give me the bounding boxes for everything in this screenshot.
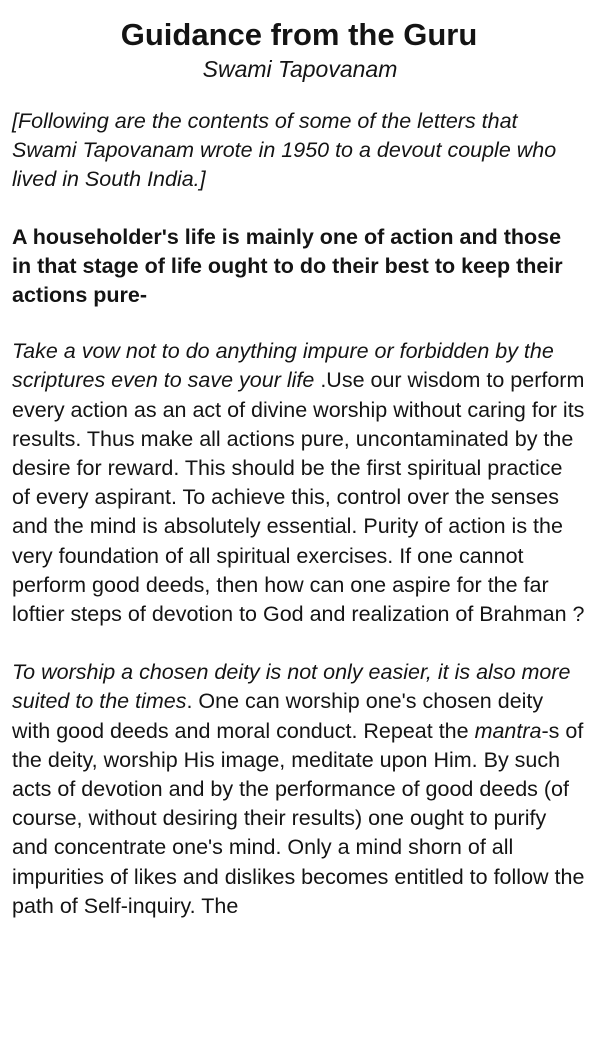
- paragraph-1: [12, 337, 586, 629]
- paragraph-2-lead: To worship a chosen deity is not only easier, it is also more suited to the times: [12, 660, 571, 714]
- intro-note: [Following are the contents of some of the letters that Swami Tapovanam wrote in 1950 to a devout couple who lived in South India.]: [12, 109, 557, 192]
- paragraph-1-lead: Take a vow not to do anything impure or forbidden by the scriptures even to save your life: [12, 339, 554, 393]
- article-title: Guidance from the Guru: [120, 17, 478, 52]
- section-heading: A householder's life is mainly one of action and those in that stage of life ought to do their best to keep their actions pure-: [12, 224, 563, 308]
- paragraph-2-term: mantra: [474, 718, 542, 743]
- paragraph-2-text-a: . One can worship one's chosen deity with good deeds and moral conduct. Repeat the: [12, 689, 544, 743]
- paragraph-2-text-b: -s of the deity, worship His image, meditate upon Him. By such acts of devotion and by the performance of good deeds (of course, without desiring their results) one ought to purify and concentrate one's mind. Only a mind shorn of all impurities of likes and dislikes becomes entitled to follow the path of Self-inquiry. The: [12, 718, 585, 918]
- article-author: Swami Tapovanam: [202, 56, 398, 82]
- paragraph-2: [12, 658, 586, 921]
- paragraph-1-text: .Use our wisdom to perform every action as an act of divine worship without caring for its results. Thus make all actions pure, uncontaminated by the desire for reward. This should be the first spiritual practice of every aspirant. To achieve this, control over the senses and the mind is absolutely essential. Purity of action is the very foundation of all spiritual exercises. If one cannot perform good deeds, then how can one aspire for the far loftier steps of devotion to God and realization of Brahman ?: [12, 368, 585, 627]
